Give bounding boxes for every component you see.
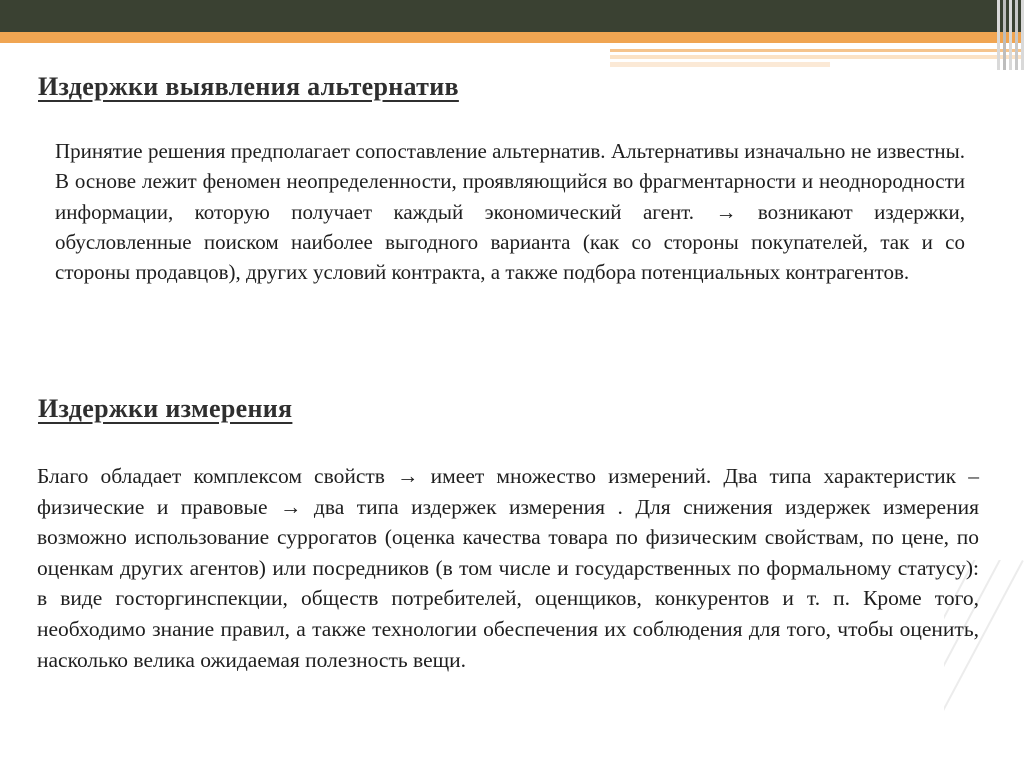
section-title-alternatives: Издержки выявления альтернатив — [38, 72, 459, 101]
top-orange-band — [0, 32, 1024, 43]
section-text-measurement: Благо обладает комплексом свойств → имеет множество измерений. Два типа характеристик – физические и правовые → два типа издержек измерения . Для снижения издержек измерения возможно использование суррогатов (оценка качества товара по физическим свойствам, по цене, по оценкам других агентов) или посредников (в том числе и государственных по формальному статусу): в виде госторгинспекции, обществ потребителей, оценщиков, конкурентов и т. п. Кроме того, необходимо знание правил, а также технологии обеспечения их соблюдения для того, чтобы оценить, насколько велика ожидаемая полезность вещи. — [37, 464, 979, 672]
decor-line-2 — [610, 55, 1024, 59]
top-dark-band — [0, 0, 1024, 32]
section-title-measurement: Издержки измерения — [38, 394, 293, 423]
section-text-alternatives: Принятие решения предполагает сопоставление альтернатив. Альтернативы изначально не известны. В основе лежит феномен неопределенности, проявляющийся во фрагментарности и неоднородности информации, которую получает каждый экономический агент. → возникают издержки, обусловленные поиском наиболее выгодного варианта (как со стороны покупателей, так и со стороны продавцов), других условий контракта, а также подбора потенциальных контрагентов. — [55, 139, 965, 285]
decor-line-3 — [610, 62, 830, 67]
decor-line-1 — [610, 49, 1024, 52]
decor-vertical-stripes — [994, 0, 1024, 70]
